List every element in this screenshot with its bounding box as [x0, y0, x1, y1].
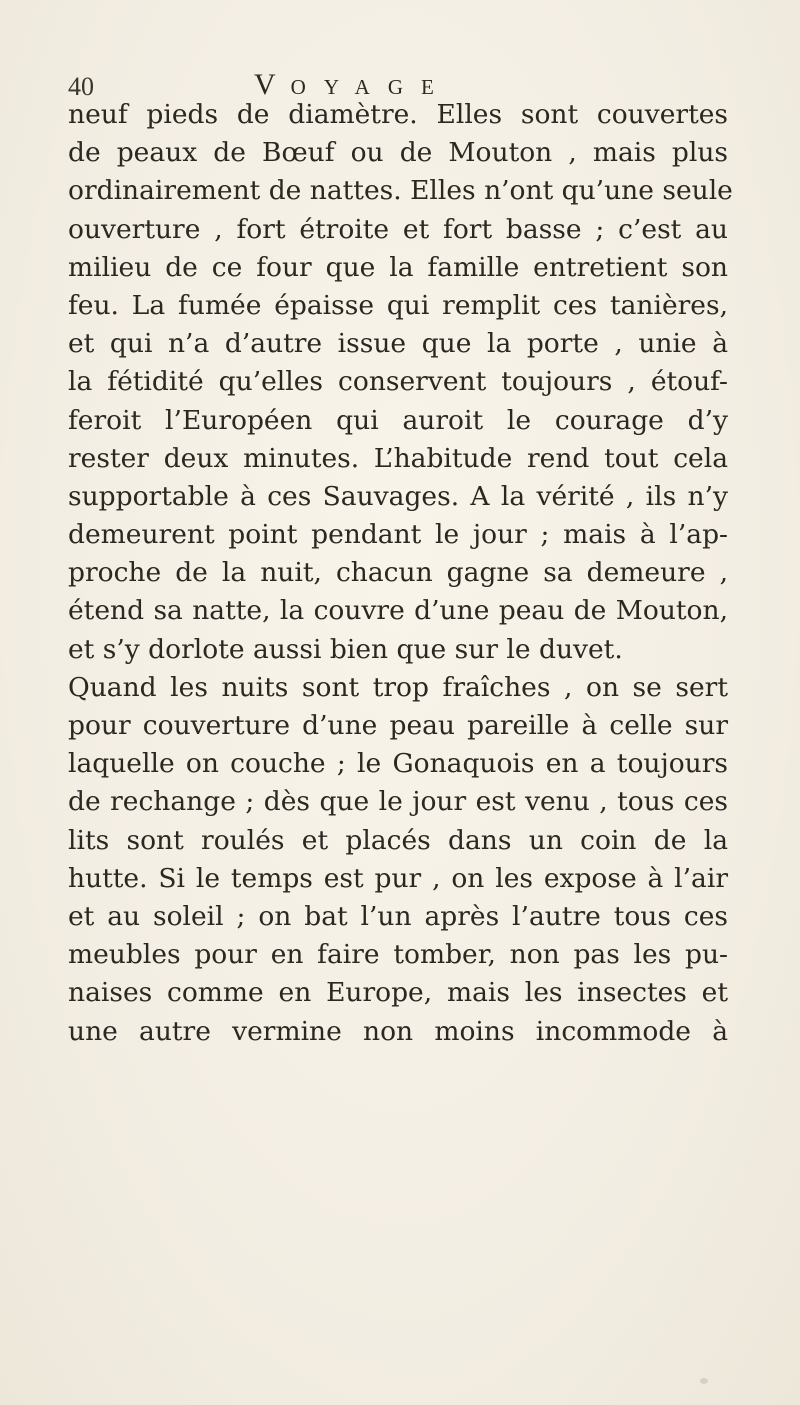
text-line: et au soleil ; on bat l’un après l’autre tous ces	[68, 900, 728, 932]
text-line: et qui n’a d’autre issue que la porte , unie à	[68, 328, 728, 360]
text-line: demeurent point pendant le jour ; mais à l’ap-	[68, 519, 728, 551]
text-line: une autre vermine non moins incommode à	[68, 1015, 728, 1047]
text-line: supportable à ces Sauvages. A la vérité , ils n’y	[68, 480, 728, 512]
body-text	[68, 96, 733, 1051]
text-line: milieu de ce four que la famille entretient son	[68, 251, 728, 283]
text-line: feu. La fumée épaisse qui remplit ces tanières,	[68, 289, 728, 321]
text-line: lits sont roulés et placés dans un coin de la	[68, 824, 728, 856]
text-line: et s’y dorlote aussi bien que sur le duvet.	[68, 633, 623, 665]
running-title-initial: V	[254, 68, 291, 101]
page-number: 40	[68, 72, 94, 101]
text-line: pour couverture d’une peau pareille à celle sur	[68, 710, 728, 741]
text-line: étend sa natte, la couvre d’une peau de Mouton,	[68, 595, 728, 627]
text-line: meubles pour en faire tomber, non pas les pu-	[68, 939, 728, 971]
text-line: hutte. Si le temps est pur , on les expose à l’air	[68, 862, 728, 894]
text-line: la fétidité qu’elles conservent toujours , étouf-	[68, 366, 728, 398]
text-line: de rechange ; dès que le jour est venu , tous ces	[68, 786, 728, 818]
text-line: ordinairement de nattes. Elles n’ont qu’une seule	[68, 175, 733, 207]
text-line: ouverture , fort étroite et fort basse ; c’est au	[68, 213, 728, 245]
text-line: rester deux minutes. L’habitude rend tout cela	[68, 442, 728, 474]
text-line: naises comme en Europe, mais les insectes et	[68, 977, 728, 1009]
running-title-rest: OYAGE	[290, 75, 452, 99]
text-line: de peaux de Bœuf ou de Mouton , mais plus	[68, 137, 728, 169]
text-line: Quand les nuits sont trop fraîches , on se sert	[68, 671, 728, 703]
paper-speck	[700, 1378, 708, 1384]
text-line: feroit l’Européen qui auroit le courage d’y	[68, 404, 728, 436]
text-line: proche de la nuit, chacun gagne sa demeure ,	[68, 557, 728, 589]
text-line: laquelle on couche ; le Gonaquois en a toujours	[68, 748, 728, 780]
text-line: neuf pieds de diamètre. Elles sont couvertes	[68, 99, 728, 130]
